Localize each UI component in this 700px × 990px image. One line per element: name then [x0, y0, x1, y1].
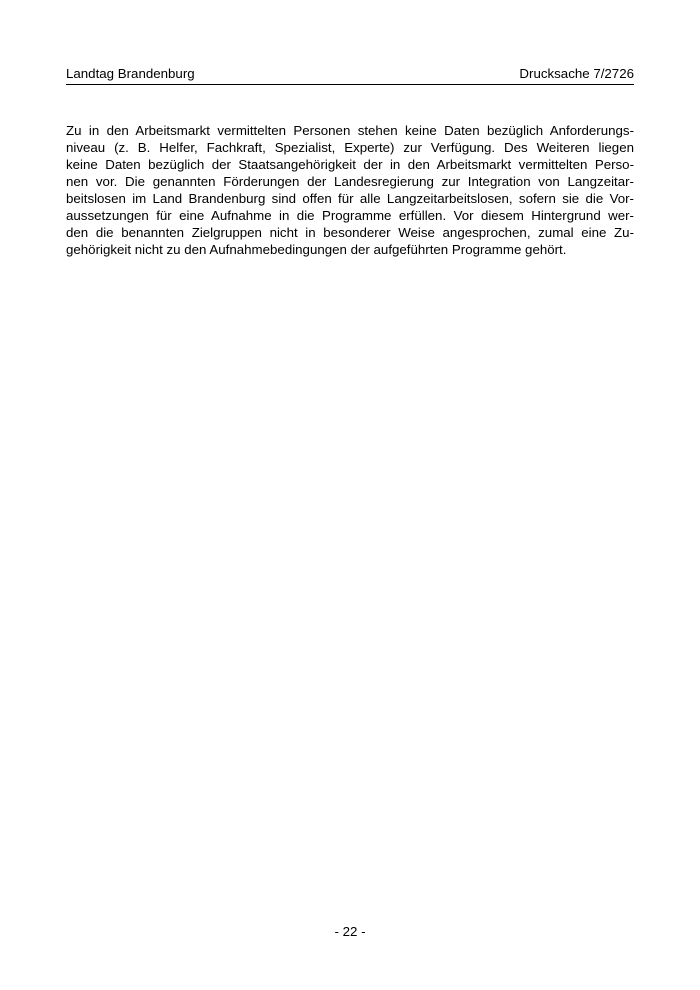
paragraph-line: keine Daten bezüglich der Staatsangehörigkeit der in den Arbeitsmarkt vermittelten Perso-: [66, 157, 634, 172]
paragraph-line: niveau (z. B. Helfer, Fachkraft, Spezialist, Experte) zur Verfügung. Des Weiteren liegen: [66, 140, 634, 155]
paragraph-line: gehörigkeit nicht zu den Aufnahmebedingungen der aufgeführten Programme gehört.: [66, 242, 567, 257]
header-document-number: Drucksache 7/2726: [519, 66, 634, 81]
paragraph-line: den die benannten Zielgruppen nicht in besonderer Weise angesprochen, zumal eine Zu-: [66, 225, 634, 240]
page-header: [66, 66, 634, 85]
paragraph-line: nen vor. Die genannten Förderungen der Landesregierung zur Integration von Langzeitar-: [66, 174, 634, 189]
header-publisher: Landtag Brandenburg: [66, 66, 195, 81]
paragraph-line: aussetzungen für eine Aufnahme in die Programme erfüllen. Vor diesem Hintergrund wer-: [66, 208, 634, 223]
paragraph-line: beitslosen im Land Brandenburg sind offen für alle Langzeitarbeitslosen, sofern sie die Vor-: [66, 191, 634, 206]
page-number: - 22 -: [334, 924, 366, 939]
body-paragraph: [66, 122, 634, 258]
paragraph-line: Zu in den Arbeitsmarkt vermittelten Personen stehen keine Daten bezüglich Anforderungs-: [66, 123, 634, 138]
